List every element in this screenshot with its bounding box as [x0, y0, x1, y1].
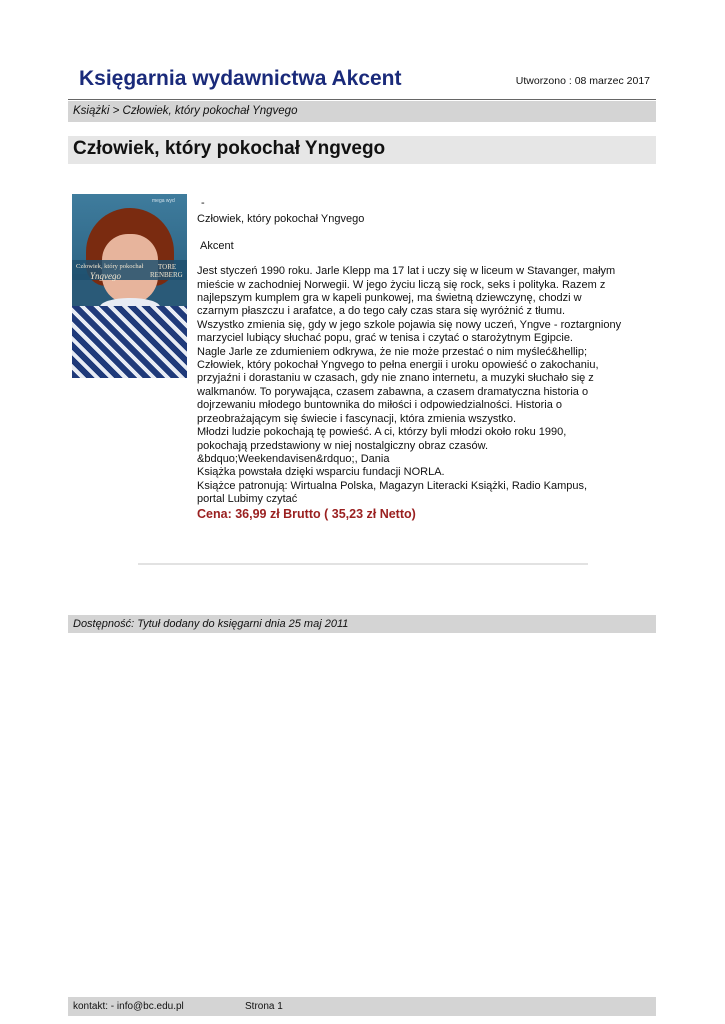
- description-line: Jest styczeń 1990 roku. Jarle Klepp ma 17 lat i uczy się w liceum w Stavanger, małym: [197, 265, 616, 278]
- description-line: przeobrażającym się świecie i fascynacji, która zmienia wszystko.: [197, 412, 517, 425]
- description-line: walkmanów. To porywająca, czasem zabawna, a czasem dramatyczna historia o: [197, 385, 589, 398]
- description-line: najlepszym kumplem gra w kapeli punkowej, ma świetną dziewczynę, chodzi w: [197, 292, 582, 305]
- breadcrumb-bar: [68, 101, 656, 122]
- price: Cena: 36,99 zł Brutto ( 35,23 zł Netto): [197, 506, 416, 521]
- description-line: przyjaźni i dorastaniu w czasach, gdy nie znano internetu, a muzyki słuchało się z: [197, 372, 594, 385]
- cover-author-last: RENBERG: [150, 271, 183, 279]
- dash-separator: -: [201, 197, 205, 209]
- availability-bar: [68, 615, 656, 633]
- description-line: mieście w zachodniej Norwegii. W jego życiu liczą się rock, seks i polityka. Razem z: [197, 278, 606, 291]
- cover-author-first: TORE: [158, 263, 177, 271]
- book-title: Człowiek, który pokochał Yngvego: [197, 213, 365, 226]
- description: [197, 265, 637, 506]
- page-footer: [68, 997, 656, 1016]
- description-line: Nagle Jarle ze zdumieniem odkrywa, że nie może przestać o nim myśleć&hellip;: [197, 345, 588, 358]
- cover-title-line2: Yngvego: [90, 271, 121, 281]
- created-date: Utworzono : 08 marzec 2017: [515, 75, 650, 87]
- availability-text: Dostępność: Tytuł dodany do księgarni dnia 25 maj 2011: [73, 618, 349, 630]
- contact-email[interactable]: kontakt: - info@bc.edu.pl: [73, 1001, 184, 1012]
- cover-publisher-mark: mega wyd: [152, 198, 175, 204]
- title-bar: [68, 136, 656, 164]
- description-line: dojrzewaniu młodego buntownika do miłości i odpowiedzialności. Historia o: [197, 399, 563, 412]
- description-line: pokochają przedstawiony w niej nostalgiczny obraz czasów.: [197, 439, 489, 452]
- cover-title-line1: Człowiek, który pokochał: [76, 263, 144, 270]
- store-title: Księgarnia wydawnictwa Akcent: [79, 67, 402, 90]
- product-title: Człowiek, który pokochał Yngvego: [73, 138, 386, 159]
- description-line: &bdquo;Weekendavisen&rdquo;, Dania: [197, 452, 390, 465]
- product-info: [197, 197, 637, 521]
- description-line: marzyciel lubiący słuchać popu, grać w tenisa i czytać o starożytnym Egipcie.: [197, 332, 573, 345]
- publisher: Akcent: [200, 239, 234, 252]
- description-line: Człowiek, który pokochał Yngvego to pełna energii i uroku opowieść o zakochaniu,: [197, 359, 599, 372]
- description-line: Młodzi ludzie pokochają tę powieść. A ci, którzy byli młodzi około roku 1990,: [197, 426, 567, 439]
- breadcrumb[interactable]: Książki > Człowiek, który pokochał Yngvego: [73, 105, 298, 117]
- description-line: Wszystko zmienia się, gdy w jego szkole pojawia się nowy uczeń, Yngve - roztargniony: [197, 318, 622, 331]
- page-header: [68, 66, 656, 100]
- description-line: portal Lubimy czytać: [197, 493, 298, 506]
- description-line: Książce patronują: Wirtualna Polska, Magazyn Literacki Książki, Radio Kampus,: [197, 479, 588, 492]
- cover-sweater: [72, 306, 187, 378]
- book-cover-image: [72, 194, 187, 378]
- description-line: czarnym płaszczu i arafatce, a do tego cały czas stara się wyróżnić z tłumu.: [197, 305, 566, 318]
- page-number: Strona 1: [245, 1001, 283, 1012]
- description-line: Książka powstała dzięki wsparciu fundacji NORLA.: [197, 466, 445, 479]
- divider: [138, 563, 588, 565]
